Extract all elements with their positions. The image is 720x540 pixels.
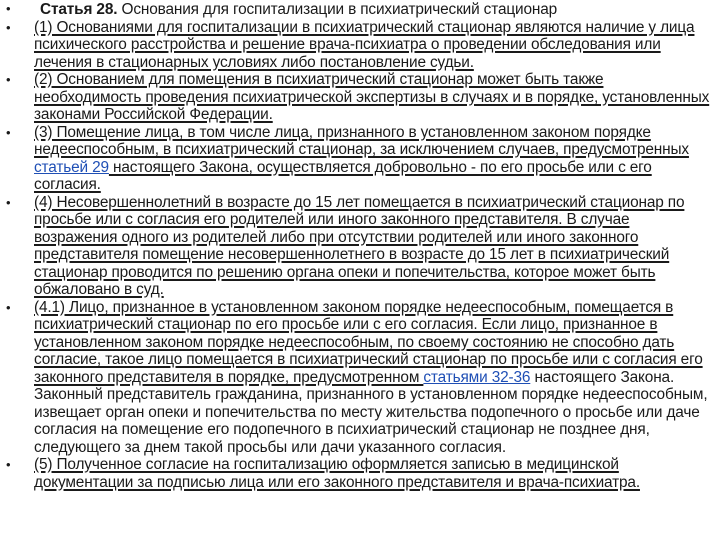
- list-item-heading: [0, 0, 720, 19]
- bullet: •: [6, 1, 11, 16]
- paragraph-4-1-text-after: настоящего Закона. Законный представитель гражданина, признанного в установленном порядке недееспособным, извещает орган опеки и попечительства по месту жительства подопечного о просьбе или даче согласия на помещение его подопечного в психиатрический стационар не позднее дня, следующего за днем такой просьбы или дачи указанного согласия.: [34, 368, 708, 456]
- paragraph-5-text: (5) Полученное согласие на госпитализацию оформляется записью в медицинской документации за подписью лица или его законного представителя и врача-психиатра.: [34, 456, 640, 491]
- paragraph-4-text: (4) Несовершеннолетний в возрасте до 15 лет помещается в психиатрический стационар по просьбе или с согласия его родителей или иного законного представителя. В случае возражения одного из родителей либо при отсутствии родителей или иного законного представителя помещение несовершеннолетнего в возрасте до 15 лет в психиатрический стационар проводится по решению органа опеки и попечительства, которое может быть обжаловано в суд.: [34, 193, 685, 298]
- paragraph-2-text: (2) Основанием для помещения в психиатрический стационар может быть также необходимость проведения психиатрической экспертизы в случаях и в порядке, установленных законами Российской Федерации.: [34, 71, 710, 123]
- bullet: •: [6, 19, 11, 35]
- bullet: •: [6, 194, 11, 210]
- bullet: •: [6, 72, 11, 87]
- paragraph-4-1-text-before: (4.1) Лицо, признанное в установленном законом порядке недееспособным, помещается в психиатрический стационар по его просьбе или с его согласия. Если лицо, признанное в установленном законом порядке недееспособным, по своему состоянию не способно дать согласие, такое лицо помещается в психиатрический стационар по просьбе или с согласия его законного представителя в порядке, предусмотренном: [34, 298, 703, 386]
- article-number: Статья 28.: [40, 1, 118, 18]
- list-item-paragraph-1: [0, 19, 720, 72]
- article-title: [34, 1, 557, 18]
- bullet: •: [6, 457, 11, 472]
- list-item-paragraph-4-1: [0, 299, 720, 457]
- list-item-paragraph-5: [0, 456, 720, 491]
- paragraph-3-text-after: настоящего Закона, осуществляется добровольно - по его просьбе или с его согласия.: [34, 158, 652, 193]
- list-item-paragraph-3: [0, 124, 720, 194]
- bullet: •: [6, 124, 11, 140]
- articles-32-36-link[interactable]: статьями 32-36: [423, 368, 531, 386]
- article-title-text: Основания для госпитализации в психиатрический стационар: [117, 1, 558, 18]
- paragraph-1-text: (1) Основаниями для госпитализации в психиатрический стационар являются наличие у лица психического расстройства и решение врача-психиатра о проведении обследования или лечения в стационарных условиях либо постановление судьи.: [34, 18, 695, 71]
- article-29-link[interactable]: статьей 29: [34, 158, 109, 176]
- list-item-paragraph-2: [0, 71, 720, 124]
- bullet: •: [6, 299, 11, 315]
- list-item-paragraph-4: [0, 194, 720, 299]
- paragraph-3-text-before: (3) Помещение лица, в том числе лица, признанного в установленном законом порядке недееспособным, в психиатрический стационар, за исключением случаев, предусмотренных: [34, 123, 689, 158]
